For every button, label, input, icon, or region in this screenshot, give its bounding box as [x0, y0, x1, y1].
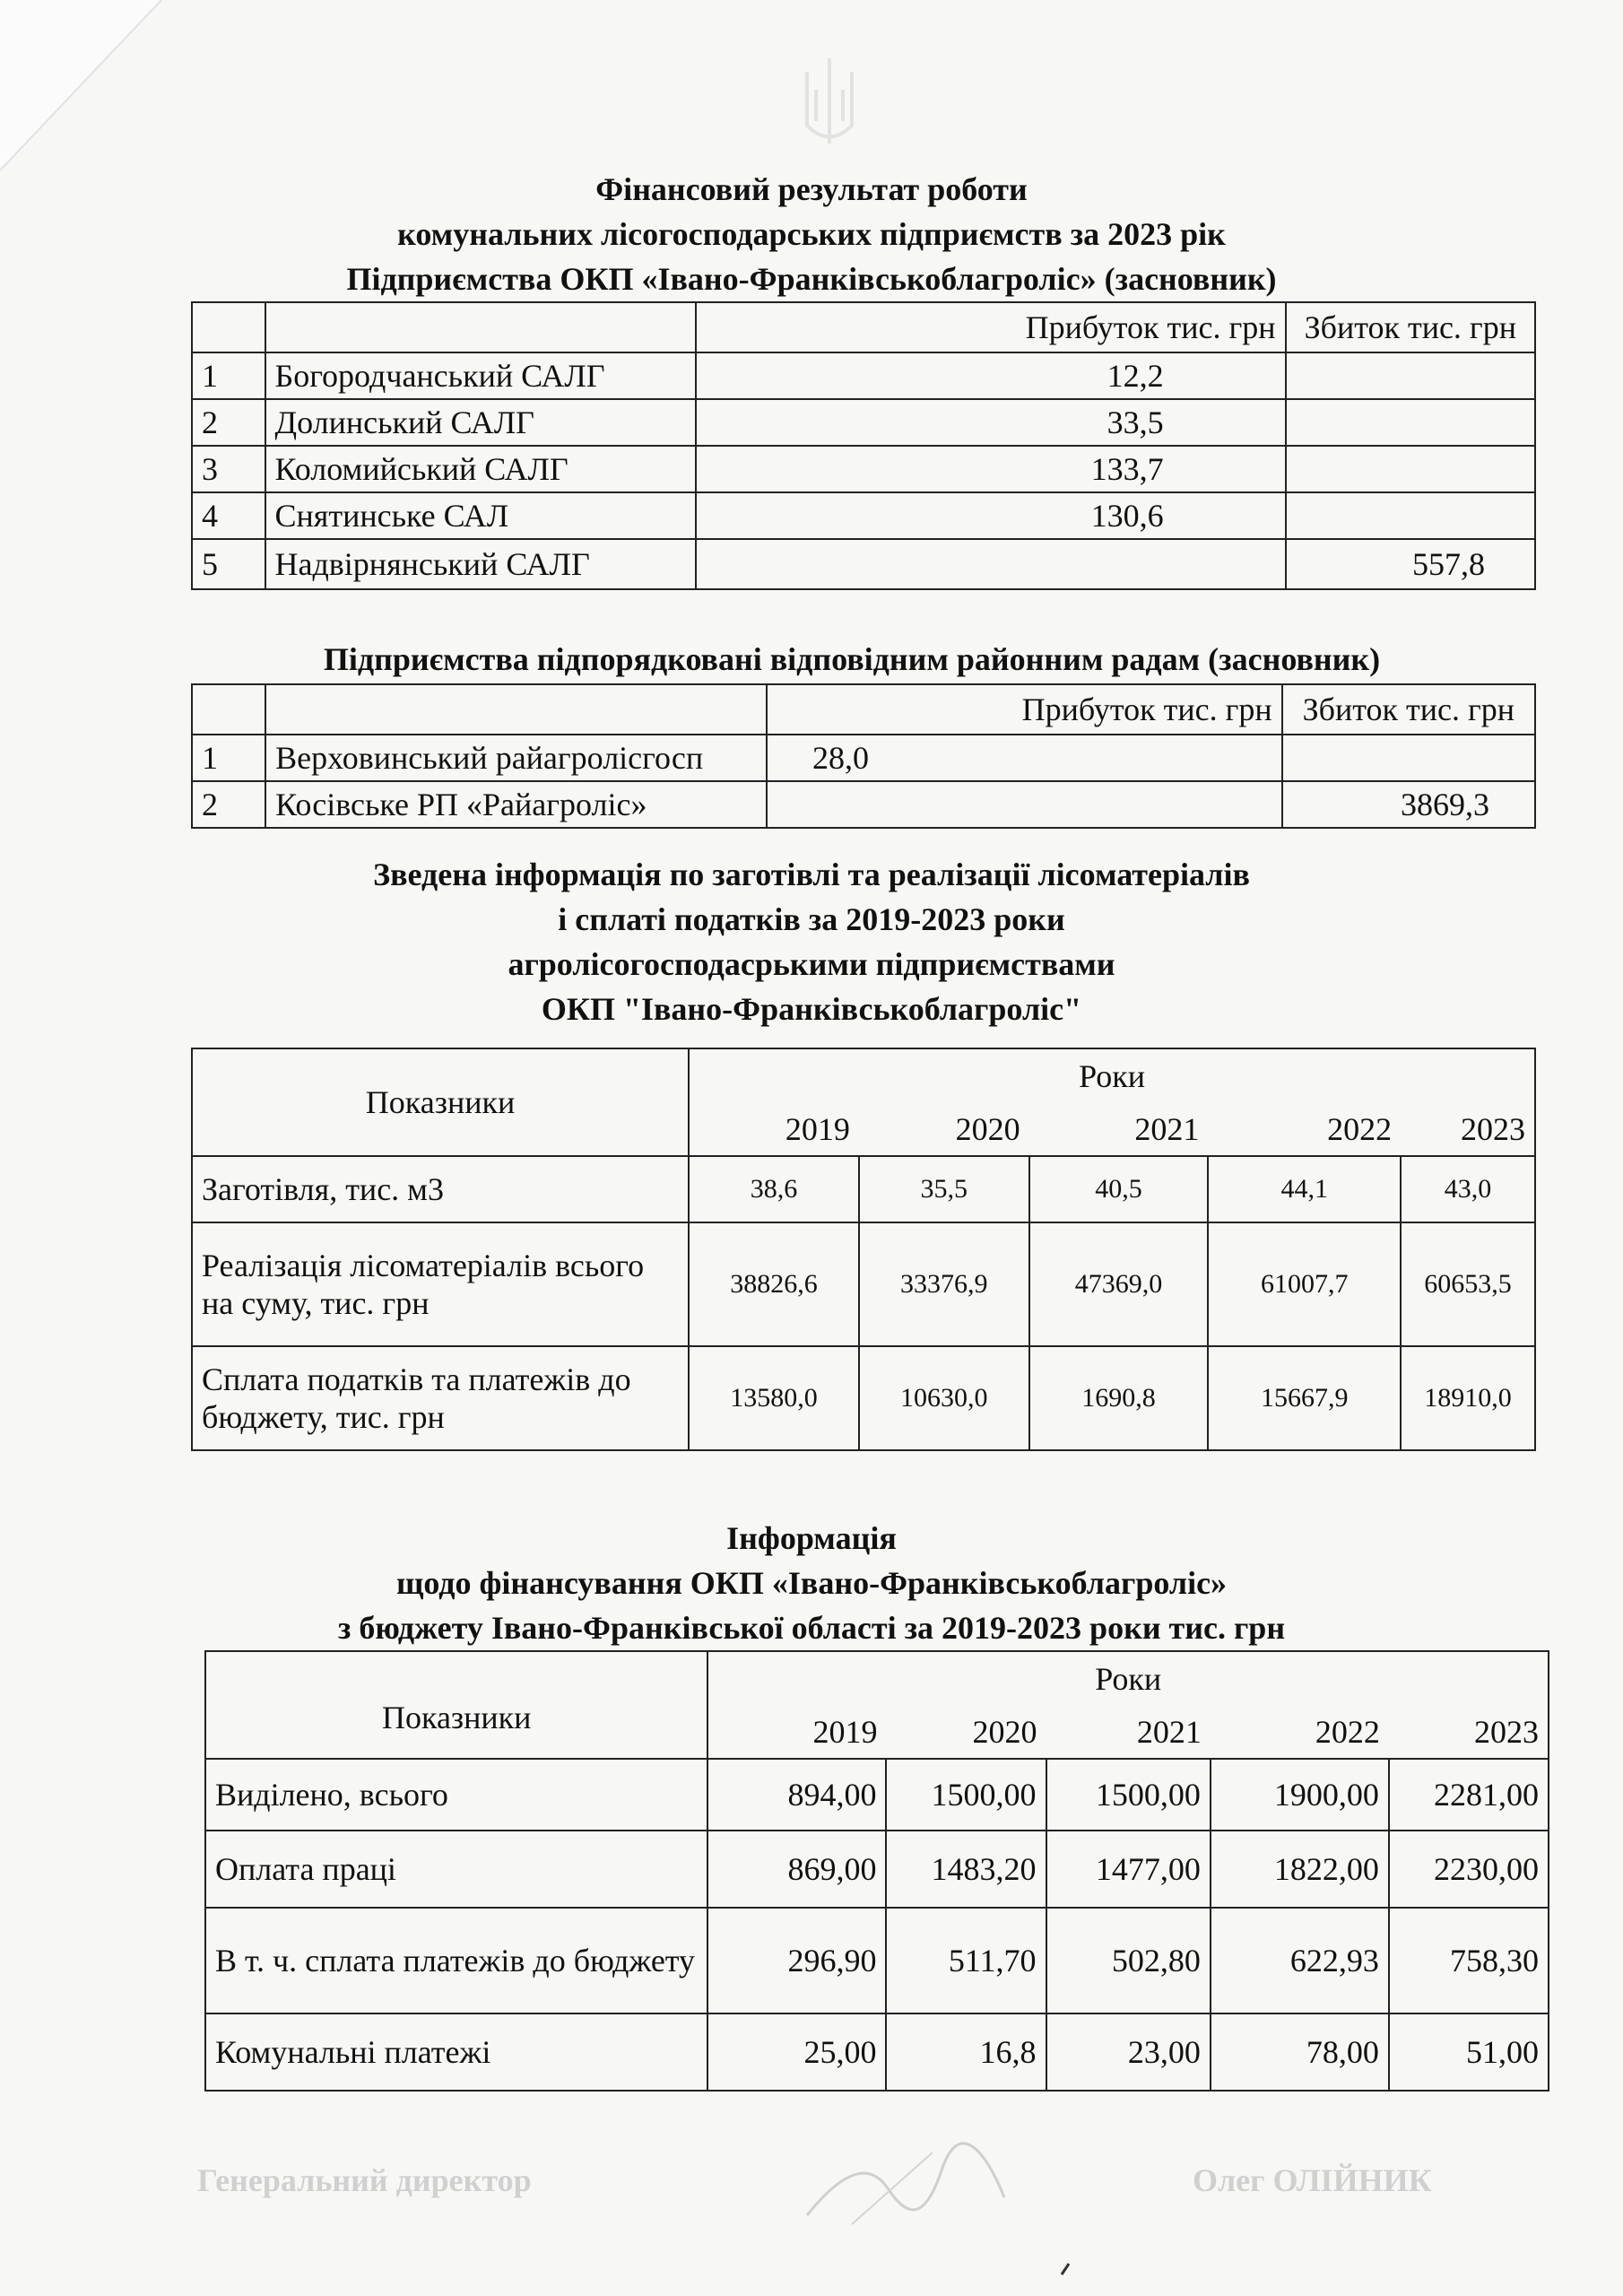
- row-indicator: Заготівля, тис. м3: [192, 1156, 689, 1222]
- table-header-row: [192, 302, 1535, 352]
- table-row: [192, 735, 1535, 781]
- value-cell: 869,00: [707, 1831, 886, 1908]
- table-row: [205, 1759, 1549, 1831]
- table-row: [192, 352, 1535, 399]
- value-cell: 502,80: [1046, 1908, 1211, 2013]
- value-cell: 1500,00: [886, 1759, 1046, 1831]
- section1-title: [179, 167, 1444, 301]
- value-cell: 60653,5: [1401, 1222, 1535, 1346]
- value-cell: 15667,9: [1208, 1346, 1401, 1450]
- row-number: 2: [192, 781, 265, 828]
- year-2020: 2020: [859, 1102, 1029, 1156]
- row-profit: [767, 781, 1282, 828]
- section4-title-line3: з бюджету Івано-Франківської області за 2019-2023 роки тис. грн: [337, 1610, 1286, 1646]
- section3-title-line3: агролісогосподасрькими підприємствами: [508, 946, 1115, 982]
- row-loss: 557,8: [1286, 539, 1535, 589]
- year-2019: 2019: [689, 1102, 859, 1156]
- row-profit: 12,2: [696, 352, 1285, 399]
- row-loss: [1286, 399, 1535, 446]
- table-header-row: [192, 1048, 1535, 1102]
- section2-title: Підприємства підпорядковані відповідним районним радам (засновник): [323, 641, 1381, 677]
- row-profit: 130,6: [696, 492, 1285, 539]
- value-cell: 47369,0: [1029, 1222, 1209, 1346]
- section4-title-line2: щодо фінансування ОКП «Івано-Франківськоблагроліс»: [395, 1565, 1228, 1601]
- value-cell: 2281,00: [1389, 1759, 1549, 1831]
- row-number: 5: [192, 539, 265, 589]
- table-row: [205, 1831, 1549, 1908]
- table-row: [192, 539, 1535, 589]
- year-2020: 2020: [886, 1705, 1046, 1759]
- value-cell: 61007,7: [1208, 1222, 1401, 1346]
- value-cell: 894,00: [707, 1759, 886, 1831]
- section1-title-line1: Фінансовий результат роботи: [595, 171, 1028, 207]
- table-header-row: [205, 1651, 1549, 1705]
- row-enterprise-name: Богородчанський САЛГ: [265, 352, 697, 399]
- ink-dot: [1058, 2260, 1076, 2278]
- value-cell: 18910,0: [1401, 1346, 1535, 1450]
- col-profit-header: Прибуток тис. грн: [696, 302, 1285, 352]
- year-2023: 2023: [1389, 1705, 1549, 1759]
- value-cell: 16,8: [886, 2013, 1046, 2091]
- row-enterprise-name: Долинський САЛГ: [265, 399, 697, 446]
- value-cell: 51,00: [1389, 2013, 1549, 2091]
- row-indicator: В т. ч. сплата платежів до бюджету: [205, 1908, 707, 2013]
- row-number: 1: [192, 352, 265, 399]
- section1-title-line2: комунальних лісогосподарських підприємств за 2023 рік: [397, 216, 1226, 252]
- year-2022: 2022: [1208, 1102, 1401, 1156]
- row-profit: 33,5: [696, 399, 1285, 446]
- col-indicators-header: Показники: [205, 1651, 707, 1759]
- row-loss: [1282, 735, 1535, 781]
- value-cell: 1690,8: [1029, 1346, 1209, 1450]
- value-cell: 43,0: [1401, 1156, 1535, 1222]
- bleed-through-signature-title: Генеральний директор: [197, 2162, 532, 2198]
- col-indicators-header: Показники: [192, 1048, 689, 1156]
- section1-title-line3: Підприємства ОКП «Івано-Франківськоблагроліс» (засновник): [346, 261, 1277, 297]
- year-2021: 2021: [1046, 1705, 1211, 1759]
- row-loss: 3869,3: [1282, 781, 1535, 828]
- table-row: [192, 446, 1535, 492]
- section3-title-line2: і сплаті податків за 2019-2023 роки: [558, 901, 1065, 937]
- col-loss-header: Збиток тис. грн: [1282, 684, 1535, 735]
- table-row: [192, 1156, 1535, 1222]
- row-number: 3: [192, 446, 265, 492]
- row-number: 4: [192, 492, 265, 539]
- year-2023: 2023: [1401, 1102, 1535, 1156]
- signature-mark: [789, 2135, 1022, 2242]
- row-profit: [696, 539, 1285, 589]
- year-2021: 2021: [1029, 1102, 1209, 1156]
- value-cell: 296,90: [707, 1908, 886, 2013]
- row-loss: [1286, 446, 1535, 492]
- value-cell: 33376,9: [859, 1222, 1029, 1346]
- col-loss-header: Збиток тис. грн: [1286, 302, 1535, 352]
- value-cell: 78,00: [1211, 2013, 1389, 2091]
- row-indicator: Реалізація лісоматеріалів всього на суму, тис. грн: [192, 1222, 689, 1346]
- section3-title-line4: ОКП "Івано-Франківськоблагроліс": [541, 991, 1082, 1027]
- row-enterprise-name: Надвірнянський САЛГ: [265, 539, 697, 589]
- table-row: [205, 2013, 1549, 2091]
- row-number: 1: [192, 735, 265, 781]
- value-cell: 25,00: [707, 2013, 886, 2091]
- value-cell: 10630,0: [859, 1346, 1029, 1450]
- value-cell: 35,5: [859, 1156, 1029, 1222]
- table-header-row: [192, 684, 1535, 735]
- value-cell: 44,1: [1208, 1156, 1401, 1222]
- bleed-through-signature-name: Олег ОЛІЙНИК: [1193, 2162, 1432, 2198]
- profit-loss-table-district: [191, 683, 1536, 829]
- harvest-sales-taxes-table: [191, 1048, 1536, 1451]
- row-indicator: Оплата праці: [205, 1831, 707, 1908]
- row-loss: [1286, 352, 1535, 399]
- table-row: [192, 399, 1535, 446]
- row-number: 2: [192, 399, 265, 446]
- col-profit-header: Прибуток тис. грн: [767, 684, 1282, 735]
- value-cell: 40,5: [1029, 1156, 1209, 1222]
- value-cell: 1822,00: [1211, 1831, 1389, 1908]
- value-cell: 622,93: [1211, 1908, 1389, 2013]
- value-cell: 1477,00: [1046, 1831, 1211, 1908]
- value-cell: 511,70: [886, 1908, 1046, 2013]
- row-indicator: Сплата податків та платежів до бюджету, тис. грн: [192, 1346, 689, 1450]
- section3-title-line1: Зведена інформація по заготівлі та реалізації лісоматеріалів: [373, 857, 1250, 892]
- value-cell: 1900,00: [1211, 1759, 1389, 1831]
- value-cell: 13580,0: [689, 1346, 859, 1450]
- value-cell: 1483,20: [886, 1831, 1046, 1908]
- row-enterprise-name: Верховинський райагролісгосп: [265, 735, 767, 781]
- table-row: [192, 781, 1535, 828]
- col-years-header: Роки: [689, 1048, 1535, 1102]
- row-enterprise-name: Снятинське САЛ: [265, 492, 697, 539]
- value-cell: 38826,6: [689, 1222, 859, 1346]
- row-enterprise-name: Косівське РП «Райагроліс»: [265, 781, 767, 828]
- funding-table: [204, 1650, 1549, 2092]
- table-row: [192, 1222, 1535, 1346]
- value-cell: 1500,00: [1046, 1759, 1211, 1831]
- table-row: [192, 1346, 1535, 1450]
- row-indicator: Комунальні платежі: [205, 2013, 707, 2091]
- page-corner-fold: [0, 0, 179, 179]
- section4-title-line1: Інформація: [726, 1520, 897, 1556]
- row-indicator: Виділено, всього: [205, 1759, 707, 1831]
- year-2019: 2019: [707, 1705, 886, 1759]
- year-2022: 2022: [1211, 1705, 1389, 1759]
- value-cell: 38,6: [689, 1156, 859, 1222]
- row-profit: 28,0: [767, 735, 1282, 781]
- table-row: [192, 492, 1535, 539]
- row-loss: [1286, 492, 1535, 539]
- table-row: [205, 1908, 1549, 2013]
- row-enterprise-name: Коломийський САЛГ: [265, 446, 697, 492]
- col-years-header: Роки: [707, 1651, 1549, 1705]
- value-cell: 758,30: [1389, 1908, 1549, 2013]
- trident-emblem-icon: [798, 54, 861, 152]
- section3-title: [179, 852, 1444, 1031]
- section4-title: [179, 1516, 1444, 1650]
- row-profit: 133,7: [696, 446, 1285, 492]
- value-cell: 2230,00: [1389, 1831, 1549, 1908]
- profit-loss-table-founder: [191, 301, 1536, 590]
- value-cell: 23,00: [1046, 2013, 1211, 2091]
